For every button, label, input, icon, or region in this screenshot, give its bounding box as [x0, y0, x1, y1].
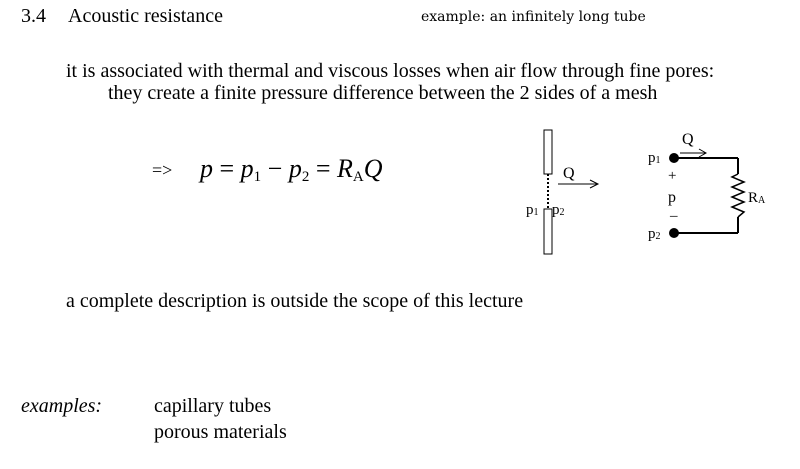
eq-p2: p	[288, 154, 302, 183]
scope-note: a complete description is outside the scope of this lecture	[66, 290, 524, 312]
mesh-p1-label: p1	[526, 202, 539, 218]
example-item: porous materials	[154, 421, 287, 443]
eq-Q: Q	[363, 154, 383, 183]
mesh-diagram	[520, 125, 620, 260]
circuit-p2-label: p2	[648, 226, 661, 242]
mesh-wall-bottom	[544, 209, 552, 254]
eq-p: p	[200, 154, 213, 183]
eq-R-sub: A	[352, 169, 364, 185]
circuit-diagram	[640, 120, 780, 250]
mesh-wall-top	[544, 130, 552, 174]
description-line-1: it is associated with thermal and viscous losses when air flow through fine pores:	[66, 60, 715, 82]
section-title: Acoustic resistance	[68, 5, 223, 27]
example-note: example: an infinitely long tube	[421, 9, 646, 25]
examples-label: examples:	[21, 395, 103, 417]
eq-R: R	[337, 154, 353, 183]
example-item: capillary tubes	[154, 395, 272, 417]
eq-p2-sub: 2	[301, 169, 310, 185]
circuit-p1-label: p1	[648, 150, 661, 166]
description-line-2: they create a finite pressure difference between the 2 sides of a mesh	[108, 82, 658, 104]
mesh-flow-label: Q	[563, 165, 575, 182]
eq-equals-2: =	[315, 154, 331, 183]
mesh-p2-label: p2	[552, 202, 565, 218]
circuit-flow-label: Q	[682, 131, 694, 148]
circuit-minus-sign: –	[670, 208, 678, 224]
eq-p1-sub: 1	[253, 169, 262, 185]
circuit-plus-sign: +	[668, 168, 677, 184]
eq-p1: p	[240, 154, 254, 183]
resistor-zigzag	[732, 174, 744, 217]
resistor-label: RA	[748, 190, 766, 206]
eq-minus: −	[267, 154, 283, 183]
pressure-equation	[200, 154, 383, 186]
implies-arrow: =>	[152, 160, 173, 180]
eq-equals-1: =	[219, 154, 235, 183]
section-number: 3.4	[21, 5, 46, 27]
circuit-p-label: p	[668, 189, 676, 206]
